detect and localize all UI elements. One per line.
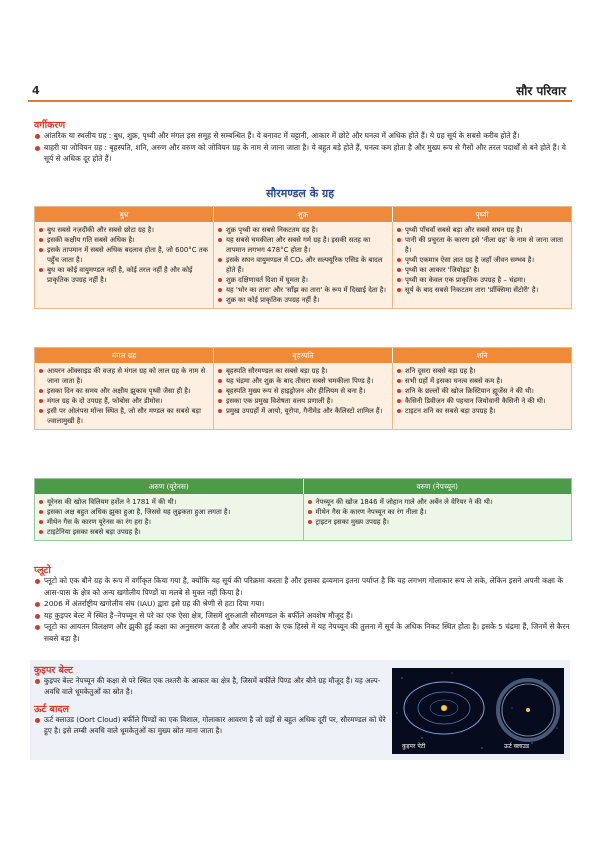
list-item: ऊर्ट क्लाउड (Oort Cloud) बर्फीले पिण्डों का एक विशाल, गोलाकार आवरण है जो ग्रहों से बहुत अधिक दूरी पर, सौरमण्डल को घेरे हुए है। इसे लम्बी अवधि वाले धूमकेतुओं का मुख्य स्रोत माना जाता है। — [34, 714, 386, 736]
list-item: मीथेन गैस के कारण नेपच्यून का रंग नीला है। — [308, 507, 568, 517]
earth-column — [393, 222, 571, 308]
list-item: पृथ्वी पाँचवाँ सबसे बड़ा और सबसे सघन ग्रह है। — [397, 225, 567, 235]
kuiper-heading: कुइपर बेल्ट — [34, 665, 73, 676]
list-item: बाहरी या जोवियन ग्रह : बृहस्पति, शनि, अरुण और वरुण को जोवियन ग्रह के नाम से जाना जाता है। ये बहुत बड़े होते हैं, घनत्व कम होता है और मुख्य रूप से गैसों और तरल पदार्थों से बने होते हैं। ये सूर्य से अधिक दूर होते हैं। — [34, 142, 570, 165]
list-item: इसका अक्ष बहुत अधिक झुका हुआ है, जिससे यह लुढ़कता हुआ लगता है। — [39, 507, 299, 517]
mars-column — [35, 363, 214, 429]
col-header: वरुण (नेपच्यून) — [416, 482, 459, 491]
list-item: पृथ्वी का केवल एक प्राकृतिक उपग्रह है – चंद्रमा। — [397, 275, 567, 285]
list-item: पानी की प्रचुरता के कारण इसे 'नीला ग्रह' के नाम से जाना जाता है। — [397, 235, 567, 255]
list-item: बृहस्पति सौरमण्डल का सबसे बड़ा ग्रह है। — [218, 366, 388, 376]
list-item: कैसिनी डिवीजन की पहचान जियोवानी कैसिनी ने की थी। — [397, 396, 567, 406]
kuiper-oort-illustration — [392, 668, 564, 754]
list-item: यह चंद्रमा और शुक्र के बाद तीसरा सबसे चमकीला पिण्ड है। — [218, 376, 388, 386]
list-item: इसकी कक्षीय गति सबसे अधिक है। — [39, 235, 209, 245]
list-item: ट्राइटन इसका मुख्य उपग्रह है। — [308, 517, 568, 527]
list-item: टाइटेनिया इसका सबसे बड़ा उपग्रह है। — [39, 527, 299, 537]
pluto-heading: प्लूटो — [34, 565, 51, 576]
page-number: 4 — [32, 84, 40, 97]
oort-list — [34, 714, 386, 736]
list-item: नेपच्यून की खोज 1846 में जोहान गाले और अर्बेन ले वेरियर ने की थी। — [308, 497, 568, 507]
col-header: शुक्र — [214, 207, 393, 222]
mercury-column — [35, 222, 214, 308]
list-item: पृथ्वी एकमात्र ऐसा ज्ञात ग्रह है जहाँ जीवन सम्भव है। — [397, 255, 567, 265]
col-header: बुध — [35, 207, 214, 222]
list-item: पृथ्वी का आकार 'जियोइड' है। — [397, 265, 567, 275]
list-item: शुक्र दक्षिणावर्त दिशा में घूमता है। — [218, 275, 388, 285]
venus-column — [214, 222, 393, 308]
col-header: मंगल ग्रह — [35, 348, 214, 363]
kuiper-list — [34, 675, 386, 697]
list-item: प्रमुख उपग्रहों में आयो, यूरोपा, गैनीमेड और कैलिस्टो शामिल हैं। — [218, 406, 388, 416]
list-item: शनि के छल्लों की खोज क्रिस्टियान ह्यूजेंस ने की थी। — [397, 386, 567, 396]
list-item: शनि दूसरा सबसे बड़ा ग्रह है। — [397, 366, 567, 376]
list-item: शुक्र का कोई प्राकृतिक उपग्रह नहीं है। — [218, 295, 388, 305]
col-header: अरुण (यूरेनस) — [35, 479, 304, 494]
classification-heading: वर्गीकरण — [34, 120, 66, 131]
planets-title: सौरमण्डल के ग्रह — [265, 187, 335, 200]
col-header: पृथ्वी — [475, 210, 489, 219]
chapter-title: सौर परिवार — [516, 84, 566, 98]
pluto-list — [34, 575, 570, 644]
list-item: टाइटन शनि का सबसे बड़ा उपग्रह है। — [397, 406, 567, 416]
list-item: यह सबसे चमकीला और सबसे गर्म ग्रह है। इसकी सतह का तापमान लगभग 478°C होता है। — [218, 235, 388, 255]
list-item: आयरन ऑक्साइड की वजह से मंगल ग्रह को लाल ग्रह के नाम से जाना जाता है। — [39, 366, 209, 386]
list-item: मंगल ग्रह के दो उपग्रह हैं, फोबोस और डीमोस। — [39, 396, 209, 406]
col-header: बृहस्पति — [214, 348, 393, 363]
list-item: सभी ग्रहों में इसका घनत्व सबसे कम है। — [397, 376, 567, 386]
neptune-column — [304, 494, 572, 540]
list-item: यूरेनस की खोज विलियम हर्शेल ने 1781 में की थी। — [39, 497, 299, 507]
page-header — [28, 82, 572, 100]
list-item: आंतरिक या स्थलीय ग्रह : बुध, शुक्र, पृथ्वी और मंगल इस समूह से सम्बन्धित हैं। ये बनावट में चट्टानी, आकार में छोटे और घनत्व में अधिक होते हैं। ये ग्रह सूर्य के सबसे करीब होते हैं। — [34, 130, 570, 142]
planets-table-1 — [34, 206, 572, 309]
list-item: इसका दिन का समय और अक्षीय झुकाव पृथ्वी जैसा ही है। — [39, 386, 209, 396]
list-item: बृहस्पति मुख्य रूप से हाइड्रोजन और हीलियम से बना है। — [218, 386, 388, 396]
list-item: इसके तापमान में सबसे अधिक बदलाव होता है, जो 600°C तक पहुँच जाता है। — [39, 245, 209, 265]
classification-list — [34, 130, 570, 165]
list-item: बुध का कोई वायुमण्डल नहीं है, कोई तरल नहीं है और कोई प्राकृतिक उपग्रह नहीं है। — [39, 265, 209, 285]
list-item: इसके सघन वायुमण्डल में CO₂ और सल्फ्यूरिक एसिड के बादल होते हैं। — [218, 255, 388, 275]
list-item: प्लूटो को एक बौने ग्रह के रूप में वर्गीकृत किया गया है, क्योंकि यह सूर्य की परिक्रमा करता है और इसका द्रव्यमान इतना पर्याप्त है कि यह लगभग गोलाकार रूप ले सके, लेकिन इसने अपनी कक्षा के आस-पास के क्षेत्र को अन्य खगोलीय पिण्डों या मलबे से मुक्त नहीं किया है। — [34, 575, 570, 598]
list-item: मीथेन गैस के कारण यूरेनस का रंग हरा है। — [39, 517, 299, 527]
list-item: यह 'भोर का तारा' और 'साँझ का तारा' के रूप में दिखाई देता है। — [218, 285, 388, 295]
list-item: शुक्र पृथ्वी का सबसे निकटतम ग्रह है। — [218, 225, 388, 235]
planets-table-3 — [34, 478, 572, 541]
oort-heading: ऊर्ट बादल — [34, 704, 69, 715]
list-item: बुध सबसे नज़दीकी और सबसे छोटा ग्रह है। — [39, 225, 209, 235]
list-item: 2006 में अंतर्राष्ट्रीय खगोलीय संघ (IAU) द्वारा इसे ग्रह की श्रेणी से हटा दिया गया। — [34, 598, 570, 610]
list-item: इसका एक प्रमुख विशेषता वलय प्रणाली है। — [218, 396, 388, 406]
list-item: प्लूटो का आयतन विलक्षण और झुकी हुई कक्षा का अनुसरण करता है और अपनी कक्षा के एक हिस्से में यह नेपच्यून की तुलना में सूर्य के अधिक निकट स्थित होता है। इसके 5 चंद्रमा हैं, जिनमें से कैरन सबसे बड़ा है। — [34, 621, 570, 644]
list-item: यह कुइपर बेल्ट में स्थित है–नेपच्यून से परे का एक ऐसा क्षेत्र, जिसमें शुरुआती सौरमण्डल के बर्फीले अवशेष मौजूद हैं। — [34, 610, 570, 622]
col-header: शनि — [476, 351, 488, 360]
oort-label: ऊर्ट क्लाउड — [504, 743, 530, 750]
uranus-column — [35, 494, 304, 540]
list-item: कुइपर बेल्ट नेपच्यून की कक्षा से परे स्थित एक तश्तरी के आकार का क्षेत्र है, जिसमें बर्फीले पिण्ड और बौने ग्रह मौजूद हैं। यह अल्प-अवधि वाले धूमकेतुओं का स्रोत है। — [34, 675, 386, 697]
list-item: इसी पर ओलंपस मॉन्स स्थित है, जो सौर मण्डल का सबसे बड़ा ज्वालामुखी है। — [39, 406, 209, 426]
header-rule — [28, 100, 572, 102]
saturn-column — [393, 363, 571, 429]
planets-table-2 — [34, 347, 572, 430]
kuiper-label: कुइपर पेटी — [402, 743, 426, 750]
jupiter-column — [214, 363, 393, 429]
list-item: सूर्य के बाद सबसे निकटतम तारा 'प्रॉक्सिमा सेंटोरी' है। — [397, 285, 567, 295]
